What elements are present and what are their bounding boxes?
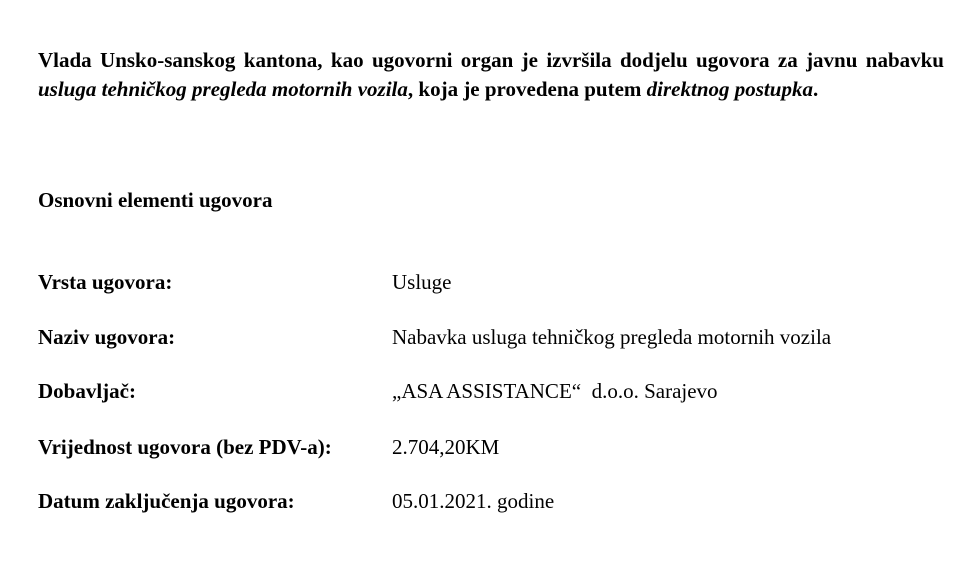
- supplier-row: [38, 377, 958, 406]
- contract-name-row: [38, 323, 958, 352]
- contract-name-label: Naziv ugovora:: [38, 325, 176, 349]
- contract-type-row: [38, 268, 958, 297]
- contract-name-value: Nabavka usluga tehničkog pregleda motornih vozila: [392, 325, 832, 349]
- contract-value-row: [38, 433, 958, 462]
- intro-procedure-italic: direktnog postupka: [646, 77, 813, 101]
- intro-text-1: Vlada Unsko-sanskog kantona, kao ugovorni organ je izvršila dodjelu ugovora za javnu nabavku: [38, 48, 944, 72]
- intro-service-italic: usluga tehničkog pregleda motornih vozila: [38, 77, 408, 101]
- section-title: Osnovni elementi ugovora: [38, 188, 273, 212]
- contract-type-value: Usluge: [392, 270, 452, 294]
- supplier-label: Dobavljač:: [38, 379, 136, 403]
- contract-date-row: [38, 487, 958, 516]
- intro-paragraph: [38, 46, 944, 104]
- intro-text-2: , koja je provedena putem: [407, 77, 647, 101]
- supplier-value: „ASA ASSISTANCE“ d.o.o. Sarajevo: [392, 379, 718, 403]
- contract-value-label: Vrijednost ugovora (bez PDV-a):: [38, 435, 332, 459]
- contract-date-value: 05.01.2021. godine: [392, 489, 555, 513]
- contract-type-label: Vrsta ugovora:: [38, 270, 173, 294]
- contract-date-label: Datum zaključenja ugovora:: [38, 489, 295, 513]
- contract-value-value: 2.704,20KM: [392, 435, 500, 459]
- intro-text-3: .: [812, 77, 819, 101]
